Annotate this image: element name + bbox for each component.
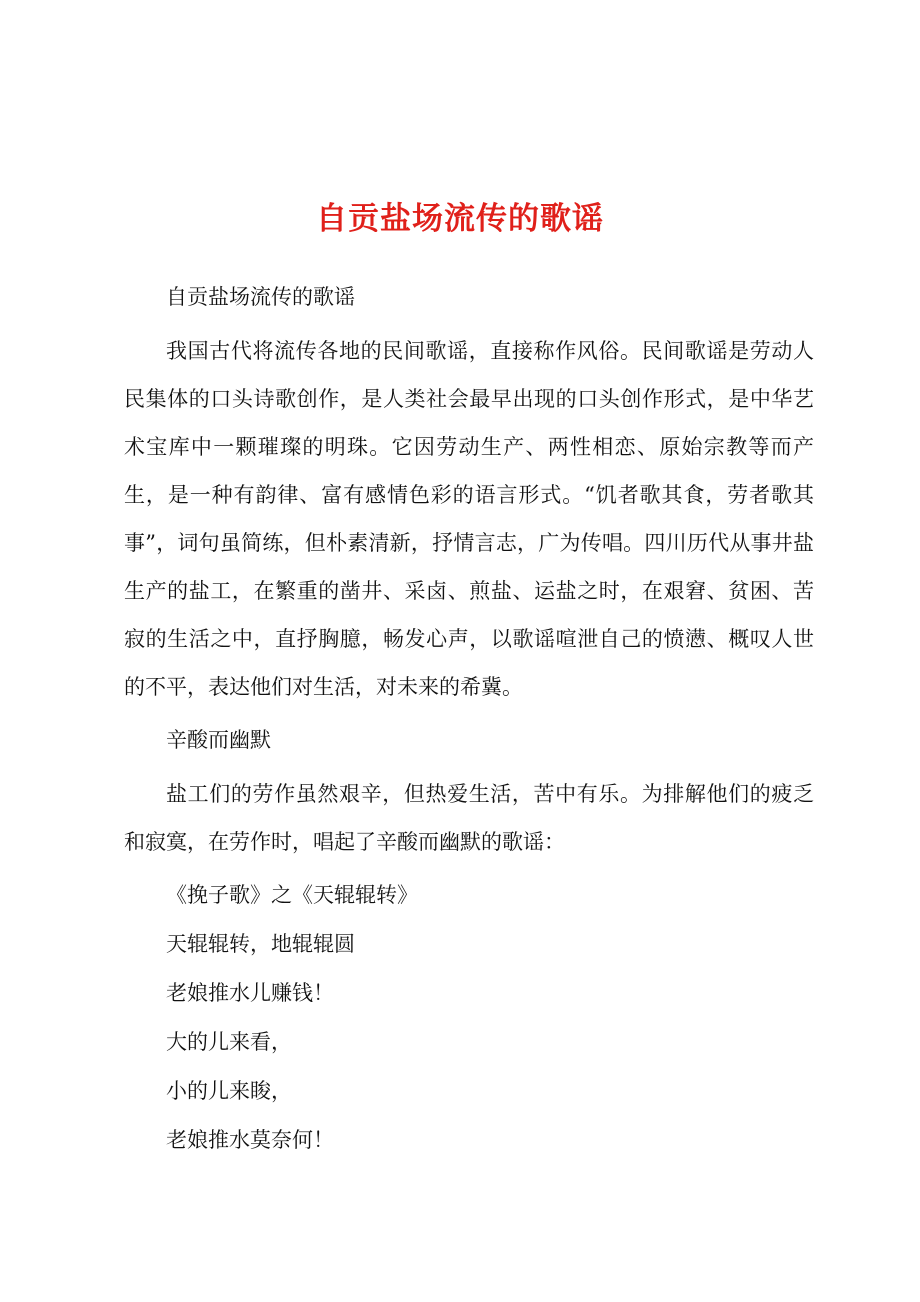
lyric-line: 老娘推水莫奈何！	[166, 1128, 334, 1152]
lyric-line: 小的儿来睃，	[166, 1079, 292, 1103]
section-paragraph: 盐工们的劳作虽然艰辛，但热爱生活，苦中有乐。为排解他们的疲乏和寂寞，在劳作时，唱起了辛酸而幽默的歌谣：	[124, 782, 814, 854]
document-title: 自贡盐场流传的歌谣	[316, 201, 604, 237]
lyric-line: 大的儿来看，	[166, 1030, 292, 1054]
lyric-line: 老娘推水儿赚钱！	[166, 981, 334, 1005]
song-title: 《挽子歌》之《天辊辊转》	[166, 883, 418, 907]
intro-paragraph: 我国古代将流传各地的民间歌谣，直接称作风俗。民间歌谣是劳动人民集体的口头诗歌创作，是人类社会最早出现的口头创作形式，是中华艺术宝库中一颗璀璨的明珠。它因劳动生产、两性相恋、原始宗教等而产生，是一种有韵律、富有感情色彩的语言形式。“饥者歌其食，劳者歌其事”，词句虽简练，但朴素清新，抒情言志，广为传唱。四川历代从事井盐生产的盐工，在繁重的凿井、采卤、煎盐、运盐之时，在艰窘、贫困、苦寂的生活之中，直抒胸臆，畅发心声，以歌谣喧泄自己的愤懑、概叹人世的不平，表达他们对生活，对未来的希冀。	[124, 339, 814, 699]
subtitle-paragraph: 自贡盐场流传的歌谣	[166, 285, 355, 309]
document-body	[124, 278, 814, 1170]
lyric-line: 天辊辊转，地辊辊圆	[166, 932, 355, 956]
section-heading: 辛酸而幽默	[166, 728, 271, 752]
